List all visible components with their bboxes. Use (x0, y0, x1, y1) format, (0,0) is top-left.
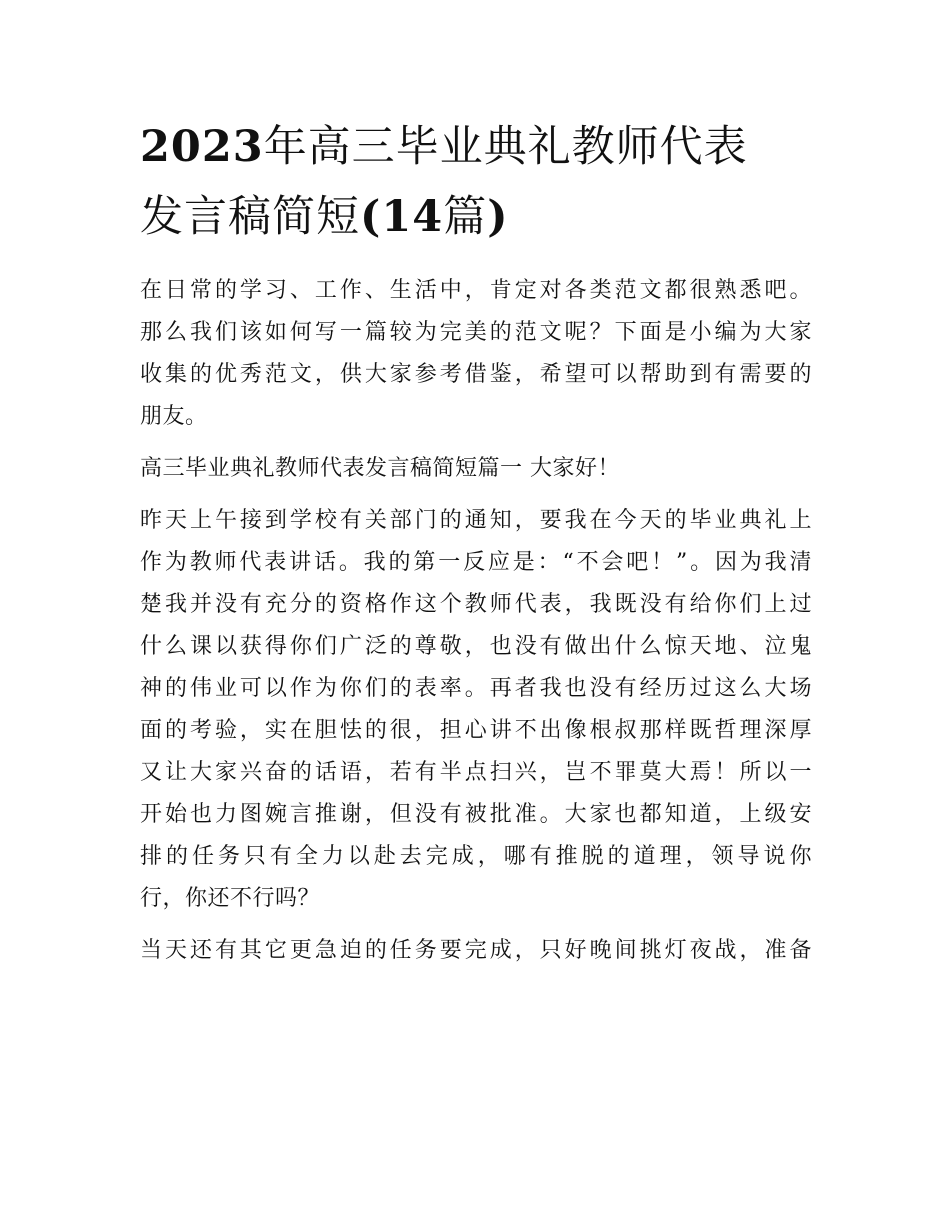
intro-line: 在日常的学习、工作、生活中，肯定对各类范文都很熟悉吧。 (140, 278, 812, 303)
title-count-unit: 篇 (443, 192, 488, 242)
document-page (140, 112, 812, 982)
title-line-1 (140, 112, 812, 182)
body-line: 楚我并没有充分的资格作这个教师代表，我既没有给你们上过 (140, 592, 812, 617)
intro-line: 收集的优秀范文，供大家参考借鉴，希望可以帮助到有需要的 (140, 362, 812, 387)
body-paragraph-2 (140, 930, 812, 972)
title-line-2-text: 发言稿简短 (140, 192, 360, 242)
title-count: (14 (360, 192, 444, 242)
intro-line: 那么我们该如何写一篇较为完美的范文呢？下面是小编为大家 (140, 320, 812, 345)
body-line: 开始也力图婉言推谢，但没有被批准。大家也都知道，上级安 (140, 802, 812, 827)
body-line: 昨天上午接到学校有关部门的通知，要我在今天的毕业典礼上 (140, 508, 812, 533)
title-line-2 (140, 182, 812, 252)
document-title (140, 112, 812, 252)
body-paragraph-1 (140, 500, 812, 920)
body-line: 面的考验，实在胆怯的很，担心讲不出像根叔那样既哲理深厚 (140, 718, 812, 743)
intro-paragraph (140, 270, 812, 438)
title-close-paren: ) (487, 192, 509, 242)
body-line: 行，你还不行吗？ (140, 886, 321, 911)
section-heading-text: 高三毕业典礼教师代表发言稿简短篇一 大家好！ (140, 456, 620, 481)
body-line: 神的伟业可以作为你们的表率。再者我也没有经历过这么大场 (140, 676, 812, 701)
body-line: 作为教师代表讲话。我的第一反应是：“不会吧！”。因为我清 (140, 550, 812, 575)
section-heading (140, 448, 812, 490)
body-line: 排的任务只有全力以赴去完成，哪有推脱的道理，领导说你 (140, 844, 812, 869)
body-line: 又让大家兴奋的话语，若有半点扫兴，岂不罪莫大焉！所以一 (140, 760, 812, 785)
body-line: 当天还有其它更急迫的任务要完成，只好晚间挑灯夜战，准备 (140, 938, 812, 963)
title-line-1-text: 年高三毕业典礼教师代表 (263, 122, 748, 172)
body-line: 什么课以获得你们广泛的尊敬，也没有做出什么惊天地、泣鬼 (140, 634, 812, 659)
intro-line: 朋友。 (140, 404, 208, 429)
title-year: 2023 (140, 122, 264, 172)
